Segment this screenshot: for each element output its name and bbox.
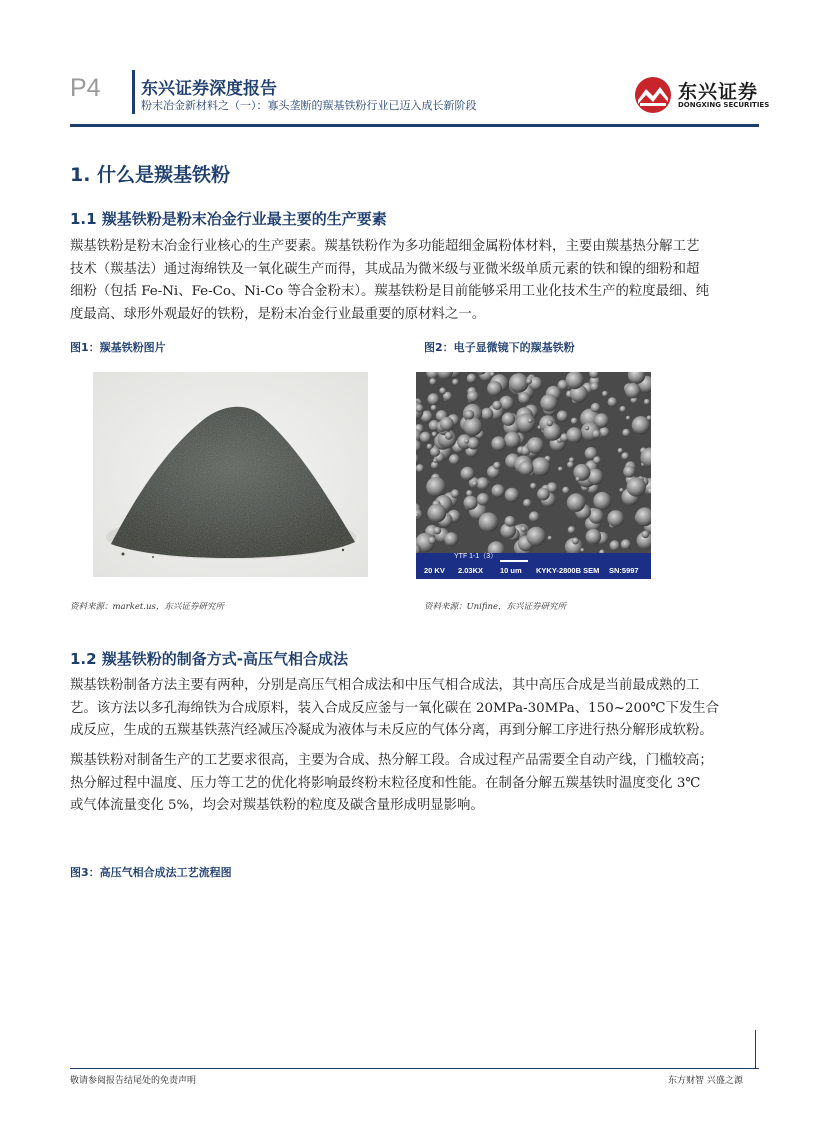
sem-particle (618, 448, 623, 453)
sem-particle (580, 548, 584, 552)
sem-particle (428, 537, 436, 545)
sem-particle (439, 387, 446, 394)
sem-particle (585, 426, 589, 430)
sem-particle (479, 512, 499, 532)
sem-particle (445, 432, 453, 440)
sem-particle (523, 499, 531, 507)
sem-particle (566, 427, 582, 443)
sem-particle (426, 477, 446, 497)
sem-particle (518, 392, 530, 404)
sem-particle (621, 452, 629, 460)
footer-vertical-rule (755, 1030, 756, 1068)
paragraph-1-2-a (70, 675, 760, 743)
sem-particle (626, 416, 630, 420)
figure1-source: 资料来源：market.us，东兴证券研究所 (70, 602, 224, 612)
paragraph-line: 羰基铁粉对制备生产的工艺要求很高，主要为合成、热分解工段。合成过程产品需要全自动产线，门槛较高； (70, 753, 713, 768)
sem-particle (586, 529, 602, 545)
sem-particle (467, 391, 479, 403)
logo-chinese-text: 东兴证券 (678, 81, 759, 103)
sem-particle (464, 439, 469, 444)
sem-particle (562, 487, 569, 494)
sem-particle (467, 374, 477, 384)
sem-particle (492, 484, 505, 497)
sem-particle (620, 406, 626, 412)
sem-particle (476, 477, 489, 490)
footer-disclaimer: 敬请参阅报告结尾处的免责声明 (70, 1076, 197, 1086)
logo-english-text: DONGXING SECURITIES (678, 101, 770, 109)
sem-particle (516, 413, 535, 432)
paragraph-line: 或气体流量变化 5%，均会对羰基铁粉的粒度及碳含量形成明显影响。 (70, 798, 484, 813)
sem-particle (464, 410, 474, 420)
sem-particle (466, 490, 473, 497)
sem-particle (537, 488, 550, 501)
sem-particle (602, 391, 608, 397)
sem-particle (548, 536, 552, 540)
sem-particle (505, 488, 519, 502)
sem-particle (558, 467, 563, 472)
sem-particle (431, 405, 437, 411)
sem-particle (625, 383, 640, 398)
paragraph-line: 羰基铁粉制备方法主要有两种，分别是高压气相合成法和中压气相合成法，其中高压合成是当前最成熟的工 (70, 678, 700, 693)
sem-particle (529, 511, 540, 522)
sem-scale-bar (500, 560, 528, 562)
page-number: P4 (70, 74, 101, 102)
sem-particle (622, 429, 630, 437)
sem-particle (452, 379, 459, 386)
paragraph-1-1 (70, 236, 760, 326)
sem-particle (505, 516, 516, 527)
sem-particle (472, 481, 478, 487)
sem-voltage: 20 KV (424, 566, 445, 575)
sem-particle (547, 420, 553, 426)
sem-particle (481, 408, 493, 420)
paragraph-1-2-b (70, 750, 760, 818)
sem-particle (623, 465, 635, 477)
paragraph-line: 成反应，生成的五羰基铁蒸汽经减压冷凝成为液体与未反应的气体分离，再到分解工序进行热分解形成软粉。 (70, 723, 713, 738)
sem-particle (599, 427, 609, 437)
sem-particle (477, 493, 490, 506)
paragraph-line: 热分解过程中温度、压力等工艺的优化将影响最终粉末粒径度和性能。在制备分解五羰基铁时温度变化 3℃ (70, 775, 701, 791)
sem-particle (608, 397, 618, 407)
sem-particle (557, 411, 568, 422)
sem-particle (531, 457, 550, 476)
sem-particle (644, 399, 650, 405)
sem-model: KYKY-2800B SEM (536, 566, 600, 575)
sem-particle (444, 532, 458, 546)
footer-slogan: 东方财智 兴盛之源 (668, 1076, 743, 1086)
report-type: 东兴证券深度报告 (141, 79, 277, 99)
header-divider (132, 70, 135, 114)
sem-particle (451, 489, 460, 498)
header-rule (70, 124, 759, 127)
sem-particle (464, 417, 483, 436)
paragraph-line: 技术（羰基法）通过海绵铁及一氧化碳生产而得，其成品为微米级与亚微米级单质元素的铁和镍的细粉和超 (70, 261, 700, 277)
footer-rule (70, 1068, 759, 1069)
sem-sample-label: YTF 1-1（3） (454, 553, 498, 560)
sem-particle (420, 432, 431, 443)
sem-particle (642, 531, 650, 539)
sem-particle (593, 456, 601, 464)
sem-particle (427, 444, 433, 450)
sem-particle (567, 493, 586, 512)
sem-particle (461, 467, 475, 481)
sem-particle (440, 417, 454, 431)
sem-particle (449, 454, 460, 465)
sem-magnification: 2.03KX (458, 566, 484, 575)
sem-particle (607, 510, 624, 527)
sem-particle (591, 403, 601, 413)
sem-particle (491, 436, 506, 451)
sem-particle (527, 437, 544, 454)
sem-particle (467, 437, 479, 449)
sem-particle (429, 378, 436, 385)
sem-particle (619, 488, 623, 492)
sem-particle (610, 540, 620, 550)
sem-particle (543, 423, 561, 441)
subsection-heading-1-2: 1.2 羰基铁粉的制备方式-高压气相合成法 (70, 650, 349, 668)
sem-particle (572, 537, 579, 544)
sem-particle (571, 418, 578, 425)
subsection-heading-1-1: 1.1 羰基铁粉是粉末冶金行业最主要的生产要素 (70, 210, 387, 228)
sem-particle (493, 462, 501, 470)
section-heading: 1. 什么是羰基铁粉 (70, 164, 231, 186)
sem-particle (502, 412, 515, 425)
sem-particle (427, 504, 446, 523)
paragraph-line: 艺。该方法以多孔海绵铁为合成原料，装入合成反应釜与一氧化碳在 20MPa-30MPa、150~200℃下发生合 (70, 700, 720, 716)
sem-particle (528, 418, 533, 423)
figure2-caption: 图2：电子显微镜下的羰基铁粉 (424, 341, 575, 354)
sem-particle (568, 526, 576, 534)
figure1-caption: 图1：羰基铁粉图片 (70, 341, 166, 354)
sem-serial: SN:5997 (609, 566, 639, 575)
sem-particle (432, 432, 437, 437)
sem-particle (433, 458, 437, 462)
paragraph-line: 羰基铁粉是粉末冶金行业核心的生产要素。羰基铁粉作为多功能超细金属粉体材料，主要由羰基热分解工艺 (70, 239, 700, 254)
company-logo (634, 74, 770, 116)
sem-particle (487, 381, 502, 396)
report-subtitle: 粉末冶金新材料之（一）：寡头垄断的羰基铁粉行业已迈入成长新阶段 (141, 99, 477, 112)
logo-mark-icon (634, 76, 672, 114)
sem-particle (504, 432, 521, 449)
sem-particle (434, 527, 442, 535)
paragraph-line: 细粉（包括 Fe-Ni、Fe-Co、Ni-Co 等合金粉末）。羰基铁粉是目前能够采用工业化技术生产的粒度最细、纯 (70, 284, 710, 299)
sem-particle (464, 496, 478, 510)
figure2-source: 资料来源：Unifine，东兴证券研究所 (424, 602, 567, 612)
sem-particle (627, 477, 646, 496)
sem-particle (592, 430, 601, 439)
sem-particle (576, 477, 581, 482)
sem-particle (530, 483, 536, 489)
figure1-image-powder (93, 372, 368, 577)
sem-particle (567, 461, 574, 468)
sem-particle (540, 394, 557, 411)
sem-particle (428, 393, 440, 405)
sem-particle (594, 413, 609, 428)
sem-particle (492, 401, 501, 410)
sem-particle (526, 378, 532, 384)
sem-scale: 10 um (500, 566, 522, 575)
paragraph-line: 度最高、球形外观最好的铁粉，是粉末冶金行业最重要的原材料之一。 (70, 306, 486, 322)
sem-particle (621, 539, 631, 549)
figure2-image-sem (416, 372, 651, 579)
sem-particle (593, 492, 611, 510)
sem-particle (509, 373, 529, 393)
sem-particle (416, 464, 424, 472)
sem-particle (590, 382, 599, 391)
sem-particle (527, 527, 546, 546)
figure3-caption: 图3：高压气相合成法工艺流程图 (70, 866, 232, 879)
sem-particle (521, 526, 527, 532)
sem-particle (519, 461, 534, 476)
